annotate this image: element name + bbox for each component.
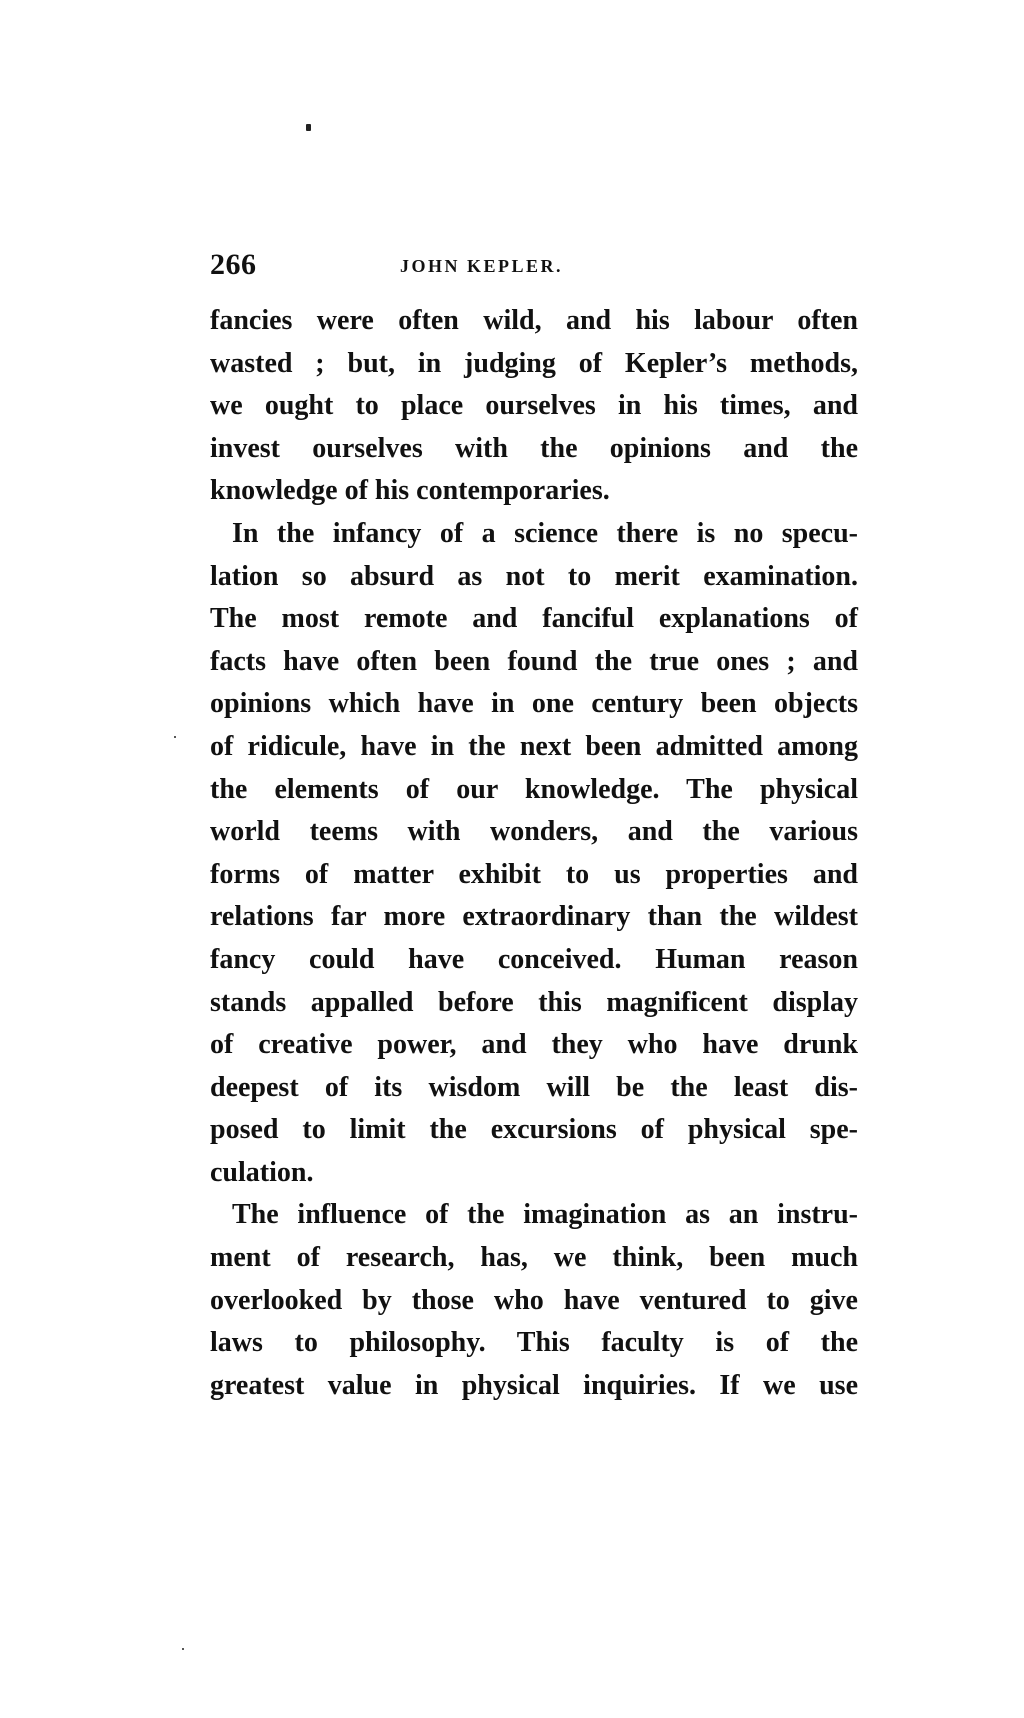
text-line: deepest of its wisdom will be the least dis- xyxy=(210,1071,858,1103)
text-line: of ridicule, have in the next been admitted among xyxy=(210,730,858,762)
body-text xyxy=(210,300,858,1407)
text-line: wasted ; but, in judging of Kepler’s methods, xyxy=(210,347,858,379)
text-line: The influence of the imagination as an instru- xyxy=(232,1199,858,1231)
text-line: forms of matter exhibit to us properties and xyxy=(210,858,858,890)
page-header xyxy=(210,248,860,288)
text-line: culation. xyxy=(210,1156,314,1188)
text-line: In the infancy of a science there is no specu- xyxy=(232,517,858,549)
text-line: ment of research, has, we think, been much xyxy=(210,1242,858,1274)
page-number: 266 xyxy=(210,248,257,281)
ink-speck xyxy=(174,736,176,738)
text-line: facts have often been found the true ones ; and xyxy=(210,645,858,677)
text-line: posed to limit the excursions of physical spe- xyxy=(210,1114,858,1146)
text-line: of creative power, and they who have drunk xyxy=(210,1029,858,1061)
text-line: lation so absurd as not to merit examination. xyxy=(210,560,858,592)
paragraph xyxy=(210,300,858,513)
text-line: The most remote and fanciful explanations of xyxy=(210,603,858,635)
text-line: stands appalled before this magnificent display xyxy=(210,986,858,1018)
running-head: JOHN KEPLER. xyxy=(400,256,564,276)
text-line: fancies were often wild, and his labour often xyxy=(210,305,858,336)
paragraph xyxy=(210,513,858,1195)
text-line: fancy could have conceived. Human reason xyxy=(210,943,858,975)
text-line: relations far more extraordinary than the wildest xyxy=(210,901,858,933)
paragraph xyxy=(210,1194,858,1407)
text-line: invest ourselves with the opinions and the xyxy=(210,432,858,464)
text-line: opinions which have in one century been objects xyxy=(210,688,858,720)
ink-speck xyxy=(306,124,311,131)
text-line: overlooked by those who have ventured to give xyxy=(210,1284,858,1316)
text-line: knowledge of his contemporaries. xyxy=(210,475,610,507)
text-line: we ought to place ourselves in his times, and xyxy=(210,390,858,422)
text-line: greatest value in physical inquiries. If we use xyxy=(210,1369,858,1401)
text-line: the elements of our knowledge. The physical xyxy=(210,773,858,805)
text-line: laws to philosophy. This faculty is of the xyxy=(210,1327,858,1359)
ink-speck xyxy=(182,1648,184,1650)
text-line: world teems with wonders, and the various xyxy=(210,816,858,848)
